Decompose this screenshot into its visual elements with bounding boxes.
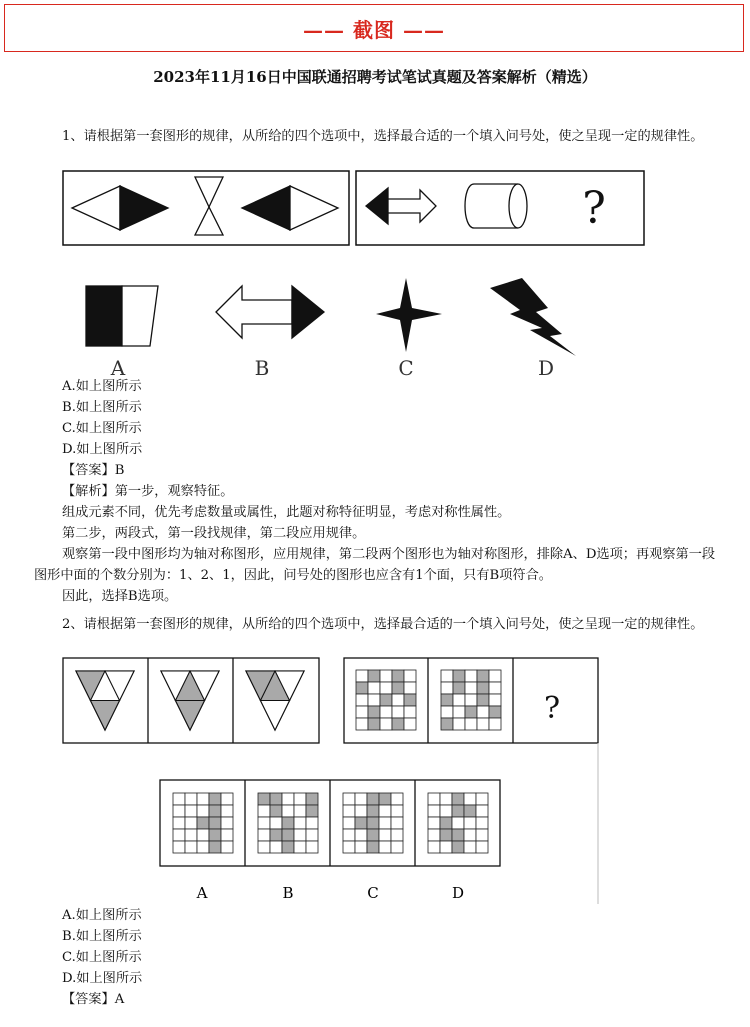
- q2-answer: 【答案】A: [62, 992, 125, 1007]
- q2-option-grid-c: [343, 793, 403, 853]
- q1-analysis-4: 观察第一段中图形均为轴对称图形，应用规律，第二段两个图形也为轴对称图形，排除A、D选项；再观察第一段图形中面的个数分别为：1、2、1，因此，问号处的图形也应含有1个面，只有B项符合。: [34, 547, 716, 583]
- q2-option-b: B.如上图所示: [62, 929, 142, 944]
- q2-option-letter-c: C: [367, 884, 379, 902]
- q1-analysis-3: 第二步，两段式，第一段找规律，第二段应用规律。: [62, 526, 366, 541]
- q2-option-c: C.如上图所示: [62, 950, 142, 965]
- q1-option-b: B.如上图所示: [62, 400, 142, 415]
- q1-option-letter-c: C: [398, 356, 414, 380]
- screenshot-banner: —— 截图 ——: [4, 4, 744, 52]
- q1-stem: 1、请根据第一套图形的规律，从所给的四个选项中，选择最合适的一个填入问号处，使之呈现一定的规律性。: [62, 129, 704, 144]
- q1-sequence-figure: [62, 170, 646, 248]
- q1-analysis-1: 【解析】第一步，观察特征。: [62, 484, 234, 499]
- q2-option-d: D.如上图所示: [62, 971, 143, 986]
- q2-grid-set2-1: [356, 670, 416, 730]
- q2-question-mark: ?: [543, 691, 561, 726]
- q1-option-a: A.如上图所示: [62, 379, 142, 394]
- q1-option-c: C.如上图所示: [62, 421, 142, 436]
- q1-options-figure: [62, 272, 592, 380]
- q2-grid-set2-2: [441, 670, 501, 730]
- q1-option-letter-a: A: [110, 356, 126, 380]
- q2-option-letter-a: A: [196, 884, 208, 902]
- q2-option-grid-b: [258, 793, 318, 853]
- q1-analysis-2: 组成元素不同，优先考虑数量或属性，此题对称特征明显，考虑对称性属性。: [62, 505, 511, 520]
- q2-option-grid-a: [173, 793, 233, 853]
- q2-option-a: A.如上图所示: [62, 908, 142, 923]
- q1-question-mark: ?: [582, 183, 606, 234]
- q2-sequence-figure: [62, 656, 612, 906]
- q1-analysis-5: 因此，选择B选项。: [62, 589, 178, 604]
- q2-stem: 2、请根据第一套图形的规律，从所给的四个选项中，选择最合适的一个填入问号处，使之呈现一定的规律性。: [62, 617, 704, 632]
- q2-option-grid-d: [428, 793, 488, 853]
- q1-option-letter-b: B: [254, 356, 270, 380]
- q1-option-d: D.如上图所示: [62, 442, 143, 457]
- q2-option-letter-d: D: [451, 884, 465, 902]
- q2-option-letter-b: B: [282, 884, 294, 902]
- q1-option-letter-d: D: [537, 356, 555, 380]
- document-title: 2023年11月16日中国联通招聘考试笔试真题及答案解析（精选）: [153, 68, 597, 86]
- q1-answer: 【答案】B: [62, 463, 125, 478]
